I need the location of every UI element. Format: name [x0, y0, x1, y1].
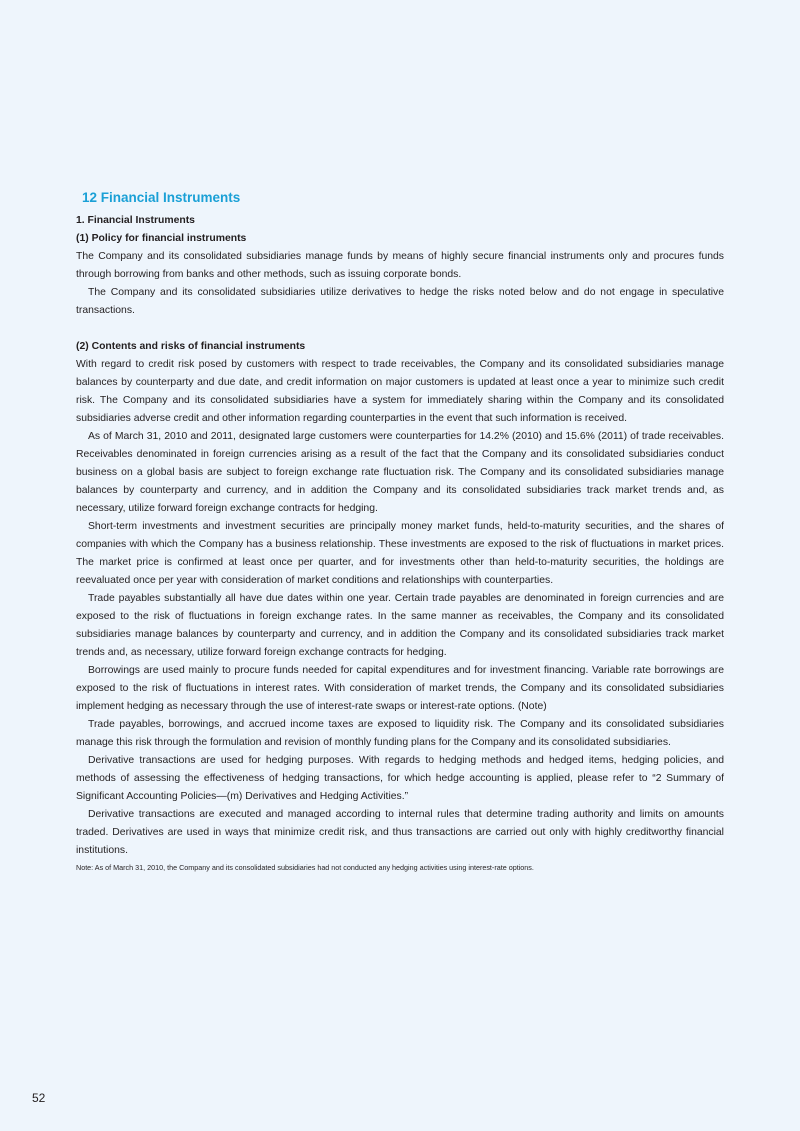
section-subtitle: 1. Financial Instruments	[76, 215, 195, 226]
paragraph: Trade payables substantially all have due dates within one year. Certain trade payables are denominated in foreign currencies and are exposed to the risk of fluctuations in foreign exchange rates. In the same manner as receivables, the Company and its consolidated subsidiaries manage balances by counterparty and currency, and in addition the Company and its consolidated subsidiaries track market trends and, as necessary, utilize forward foreign exchange contracts for hedging.	[76, 593, 724, 658]
risks-heading: (2) Contents and risks of financial instruments	[76, 341, 306, 352]
footnote: Note: As of March 31, 2010, the Company and its consolidated subsidiaries had not conducted any hedging activities using interest-rate options.	[76, 863, 534, 872]
paragraph: Trade payables, borrowings, and accrued income taxes are exposed to liquidity risk. The Company and its consolidated subsidiaries manage this risk through the formulation and revision of monthly funding plans for the Company and its consolidated subsidiaries.	[76, 719, 724, 748]
paragraph: The Company and its consolidated subsidiaries utilize derivatives to hedge the risks noted below and do not engage in speculative transactions.	[76, 287, 724, 316]
paragraph: Borrowings are used mainly to procure funds needed for capital expenditures and for investment financing. Variable rate borrowings are exposed to the risk of fluctuations in interest rates. With consideration of market trends, the Company and its consolidated subsidiaries implement hedging as necessary through the use of interest-rate swaps or interest-rate options. (Note)	[76, 665, 724, 712]
paragraph: Derivative transactions are used for hedging purposes. With regards to hedging methods and hedged items, hedging policies, and methods of assessing the effectiveness of hedging transactions, for which hedge accounting is applied, please refer to “2 Summary of Significant Accounting Policies—(m) Derivatives and Hedging Activities.”	[76, 755, 724, 802]
document-body	[76, 188, 724, 874]
page-number: 52	[32, 1091, 46, 1105]
paragraph: With regard to credit risk posed by customers with respect to trade receivables, the Company and its consolidated subsidiaries manage balances by counterparty and due date, and credit information on major customers is updated at least once a year to minimize such credit risk. The Company and its consolidated subsidiaries have a system for immediately sharing within the Company and its consolidated subsidiaries adverse credit and other information regarding counterparties in the event that such information is received.	[76, 359, 724, 424]
section-title: 12 Financial Instruments	[82, 190, 241, 205]
policy-heading: (1) Policy for financial instruments	[76, 233, 247, 244]
paragraph: Derivative transactions are executed and managed according to internal rules that determine trading authority and limits on amounts traded. Derivatives are used in ways that minimize credit risk, and thus transactions are carried out only with highly creditworthy financial institutions.	[76, 809, 724, 856]
paragraph: As of March 31, 2010 and 2011, designated large customers were counterparties for 14.2% (2010) and 15.6% (2011) of trade receivables. Receivables denominated in foreign currencies arising as a result of the fact that the Company and its consolidated subsidiaries conduct business on a global basis are subject to foreign exchange rate fluctuation risk. The Company and its consolidated subsidiaries manage balances by counterparty and currency, and in addition the Company and its consolidated subsidiaries track market trends and, as necessary, utilize forward foreign exchange contracts for hedging.	[76, 431, 724, 514]
spacer	[76, 320, 724, 338]
paragraph: The Company and its consolidated subsidiaries manage funds by means of highly secure financial instruments only and procures funds through borrowing from banks and other methods, such as issuing corporate bonds.	[76, 251, 724, 280]
paragraph: Short-term investments and investment securities are principally money market funds, held-to-maturity securities, and the shares of companies with which the Company has a business relationship. These investments are exposed to the risk of fluctuations in market prices. The market price is confirmed at least once per quarter, and for investments other than held-to-maturity securities, the holdings are reevaluated once per year with consideration of market conditions and relationships with counterparties.	[76, 521, 724, 586]
